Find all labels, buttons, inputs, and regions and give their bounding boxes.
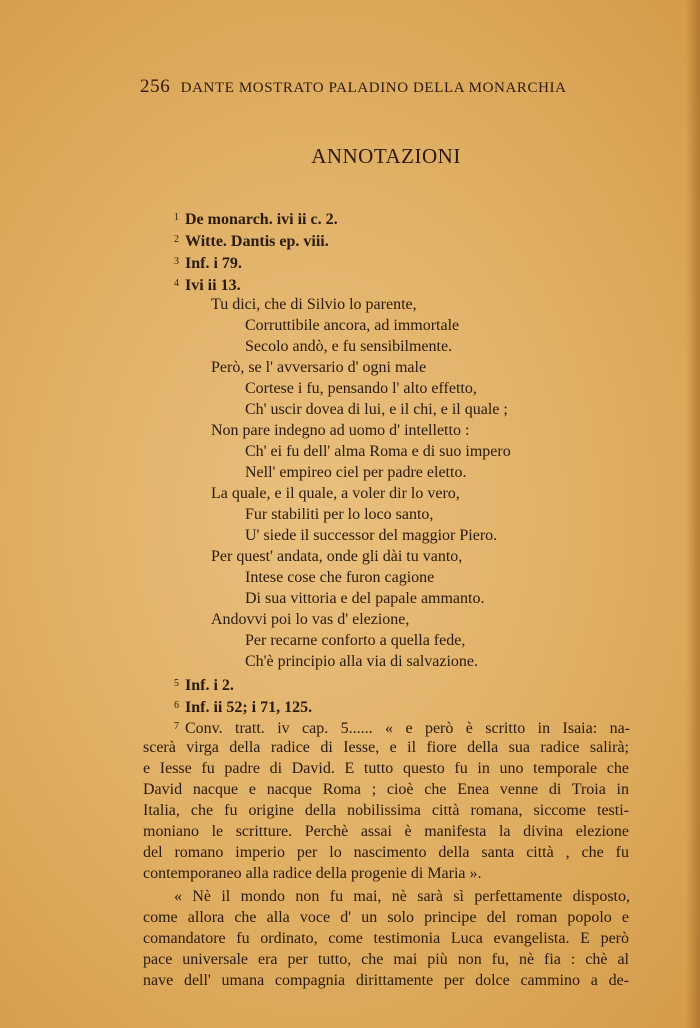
footnote-7-line: moniano le scritture. Perchè assai è manifesta la divina elezione [143, 823, 629, 840]
footnote-number: 5 [174, 678, 179, 689]
poem-line: Però, se l' avversario d' ogni male [211, 359, 427, 376]
footnote-number: 3 [174, 256, 179, 267]
poem-line: Fur stabiliti per lo loco santo, [245, 506, 434, 523]
footnote-text: Inf. i 2. [185, 677, 234, 694]
paragraph-line: comandatore fu ordinato, come testimonia Luca evangelista. E però [143, 930, 629, 947]
poem-line: Secolo andò, e fu sensibilmente. [245, 338, 453, 355]
footnote-7-line: del romano imperio per lo nascimento della santa città , che fu [143, 844, 629, 861]
poem-line: Intese cose che furon cagione [245, 569, 435, 586]
footnote-7-line: contemporaneo alla radice della progenie di Maria ». [143, 865, 482, 882]
poem-line: Andovvi poi lo vas d' elezione, [211, 611, 410, 628]
poem-line: Nell' empireo ciel per padre eletto. [245, 464, 467, 481]
poem-line: Per recarne conforto a quella fede, [245, 632, 466, 649]
poem-line: Di sua vittoria e del papale ammanto. [245, 590, 485, 607]
poem-line: Per quest' andata, onde gli dài tu vanto, [211, 548, 463, 565]
footnote-4 [174, 273, 241, 297]
running-header [140, 76, 590, 98]
poem-line: Tu dici, che di Silvio lo parente, [211, 296, 417, 313]
paragraph-line: « Nè il mondo non fu mai, nè sarà sì perfettamente disposto, [174, 888, 630, 905]
footnote-number: 2 [174, 234, 179, 245]
footnote-7-line: Italia, che fu origine della nobilissima città romana, siccome testi- [143, 802, 629, 819]
page-number: 256 [140, 76, 171, 97]
poem-line: Non pare indegno ad uomo d' intelletto : [211, 422, 470, 439]
poem-line: Ch'è principio alla via di salvazione. [245, 653, 479, 670]
footnote-number: 6 [174, 700, 179, 711]
poem-line: Ch' uscir dovea di lui, e il chi, e il quale ; [245, 401, 508, 418]
footnote-text: Ivi ii 13. [185, 277, 241, 294]
footnote-3 [174, 251, 242, 275]
poem-line: U' siede il successor del maggior Piero. [245, 527, 498, 544]
footnote-1 [174, 207, 338, 231]
poem-line: La quale, e il quale, a voler dir lo vero, [211, 485, 460, 502]
footnote-number: 1 [174, 212, 179, 223]
footnote-number: 4 [174, 278, 179, 289]
footnote-7-line: scerà virga della radice di Iesse, e il fiore della sua radice salirà; [143, 739, 629, 756]
footnote-text: De monarch. ivi ii c. 2. [185, 211, 338, 228]
footnote-6 [174, 695, 312, 719]
footnote-2 [174, 229, 329, 253]
footnote-text: Inf. ii 52; i 71, 125. [185, 699, 313, 716]
footnote-5 [174, 673, 234, 697]
paragraph-line: nave dell' umana compagnia dirittamente per dolce cammino a de- [143, 972, 629, 989]
footnote-text: Inf. i 79. [185, 255, 242, 272]
footnote-7-line [174, 716, 630, 740]
footnote-text: Witte. Dantis ep. viii. [185, 233, 329, 250]
footnote-number: 7 [174, 721, 179, 732]
footnote-7-line: e Iesse fu padre di David. E tutto questo fu in uno temporale che [143, 760, 629, 777]
running-title: DANTE MOSTRATO PALADINO DELLA MONARCHIA [180, 80, 567, 96]
poem-line: Corruttibile ancora, ad immortale [245, 317, 460, 334]
paragraph-line: come allora che alla voce d' un solo principe del roman popolo e [143, 909, 629, 926]
poem-line: Ch' ei fu dell' alma Roma e di suo impero [245, 443, 511, 460]
paragraph-line: pace universale era per tutto, che mai più non fu, nè fia : chè al [143, 951, 629, 968]
section-title: ANNOTAZIONI [311, 144, 461, 168]
poem-line: Cortese i fu, pensando l' alto effetto, [245, 380, 477, 397]
footnote-7-text: Conv. tratt. iv cap. 5...... « e però è scritto in Isaia: na- [185, 720, 630, 737]
footnote-7-line: David nacque e nacque Roma ; cioè che Enea venne di Troia in [143, 781, 629, 798]
